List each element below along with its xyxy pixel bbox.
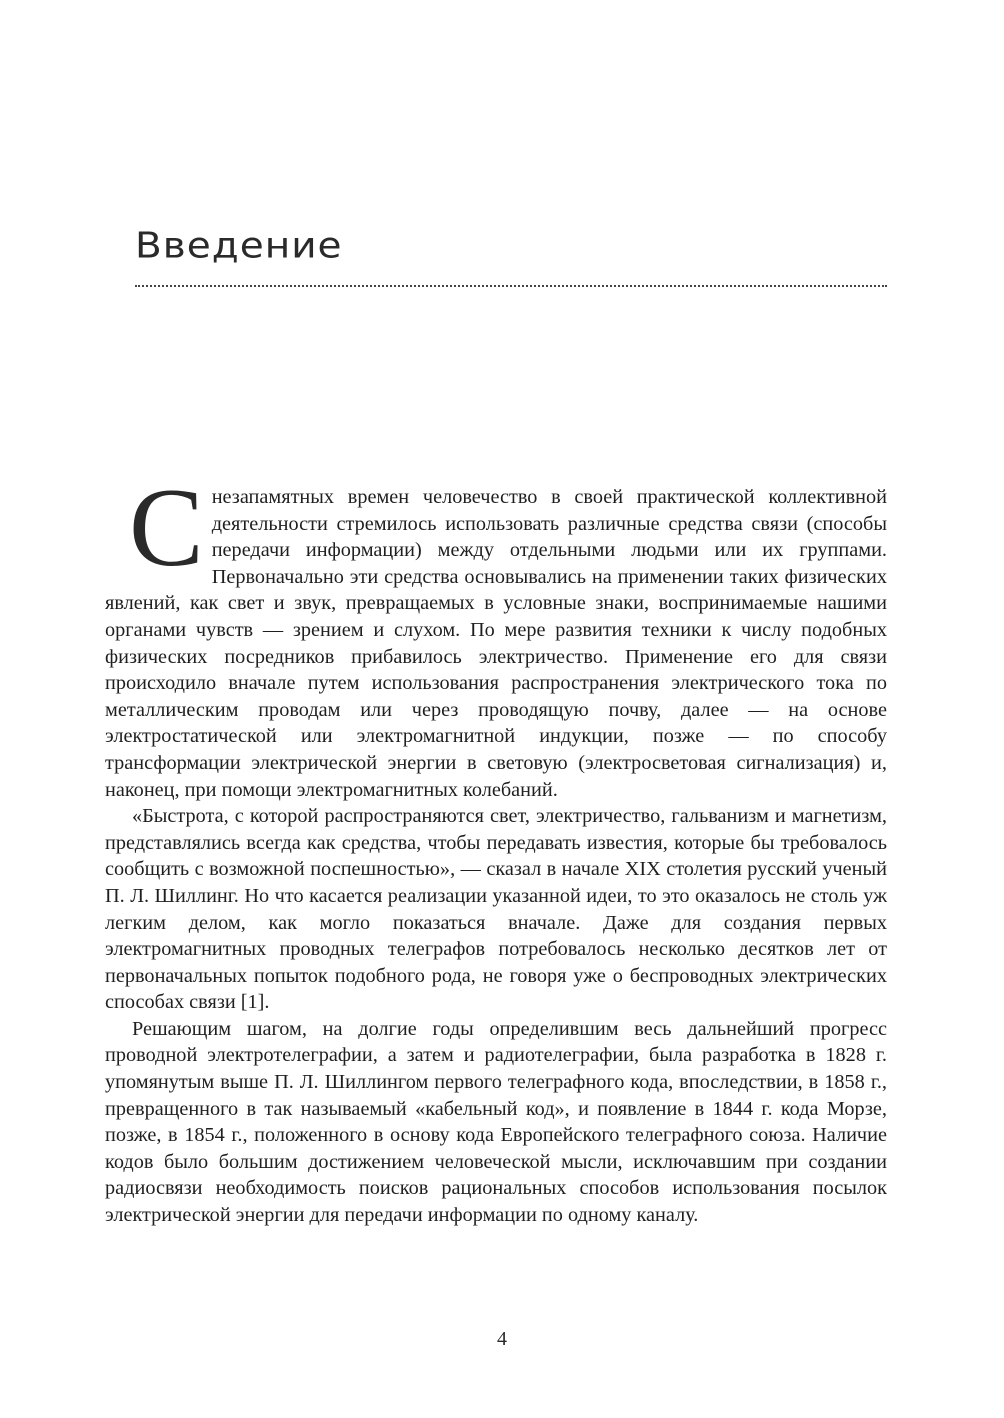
drop-cap: С [129,466,204,590]
paragraph-2: «Быстрота, с которой распространяются свет, электричество, гальванизм и магнетизм, представлялись всегда как средства, чтобы передавать известия, которые бы требовалось сообщить с возможной поспешностью», — сказал в начале XIX столетия русский ученый П. Л. Шиллинг. Но что касается реализации указанной идеи, то это оказалось не столь уж легким делом, как могло показаться вначале. Даже для создания первых электромагнитных проводных телеграфов потребовалось несколько десятков лет от первоначальных попыток подобного рода, не говоря уже о беспроводных электрических способах связи [1]. [105,805,887,1014]
chapter-title: Введение [135,225,343,267]
paragraph-1 [105,466,887,803]
paragraph-1-text: незапамятных времен человечество в своей практической коллективной деятельности стремилось использовать различные средства связи (способы передачи информации) между отдельными людьми или их группами. Первоначально эти средства основывались на применении таких физических явлений, как свет и звук, превращаемых в условные знаки, воспринимаемые нашими органами чувств — зрением и слухом. По мере развития техники к числу подобных физических посредников прибавилось электричество. Применение его для связи происходило вначале путем использования распространения электрического тока по металлическим проводам или через проводящую почву, далее — на основе электростатической или электромагнитной индукции, позже — по способу трансформации электрической энергии в световую (электросветовая сигнализация) и, наконец, при помощи электромагнитных колебаний. [105,486,887,801]
paragraph-3: Решающим шагом, на долгие годы определившим весь дальнейший прогресс проводной электротелеграфии, а затем и радиотелеграфии, была разработка в 1828 г. упомянутым выше П. Л. Шиллингом первого телеграфного кода, впоследствии, в 1858 г., превращенного в так называемый «кабельный код», и появление в 1844 г. кода Морзе, позже, в 1854 г., положенного в основу кода Европейского телеграфного союза. Наличие кодов было большим достижением человеческой мысли, исключавшим при создании радиосвязи необходимость поисков рациональных способов использования посылок электрической энергии для передачи информации по одному каналу. [105,1017,887,1227]
page-number: 4 [497,1328,507,1350]
body-text [105,466,887,1229]
dotted-divider [135,285,887,287]
